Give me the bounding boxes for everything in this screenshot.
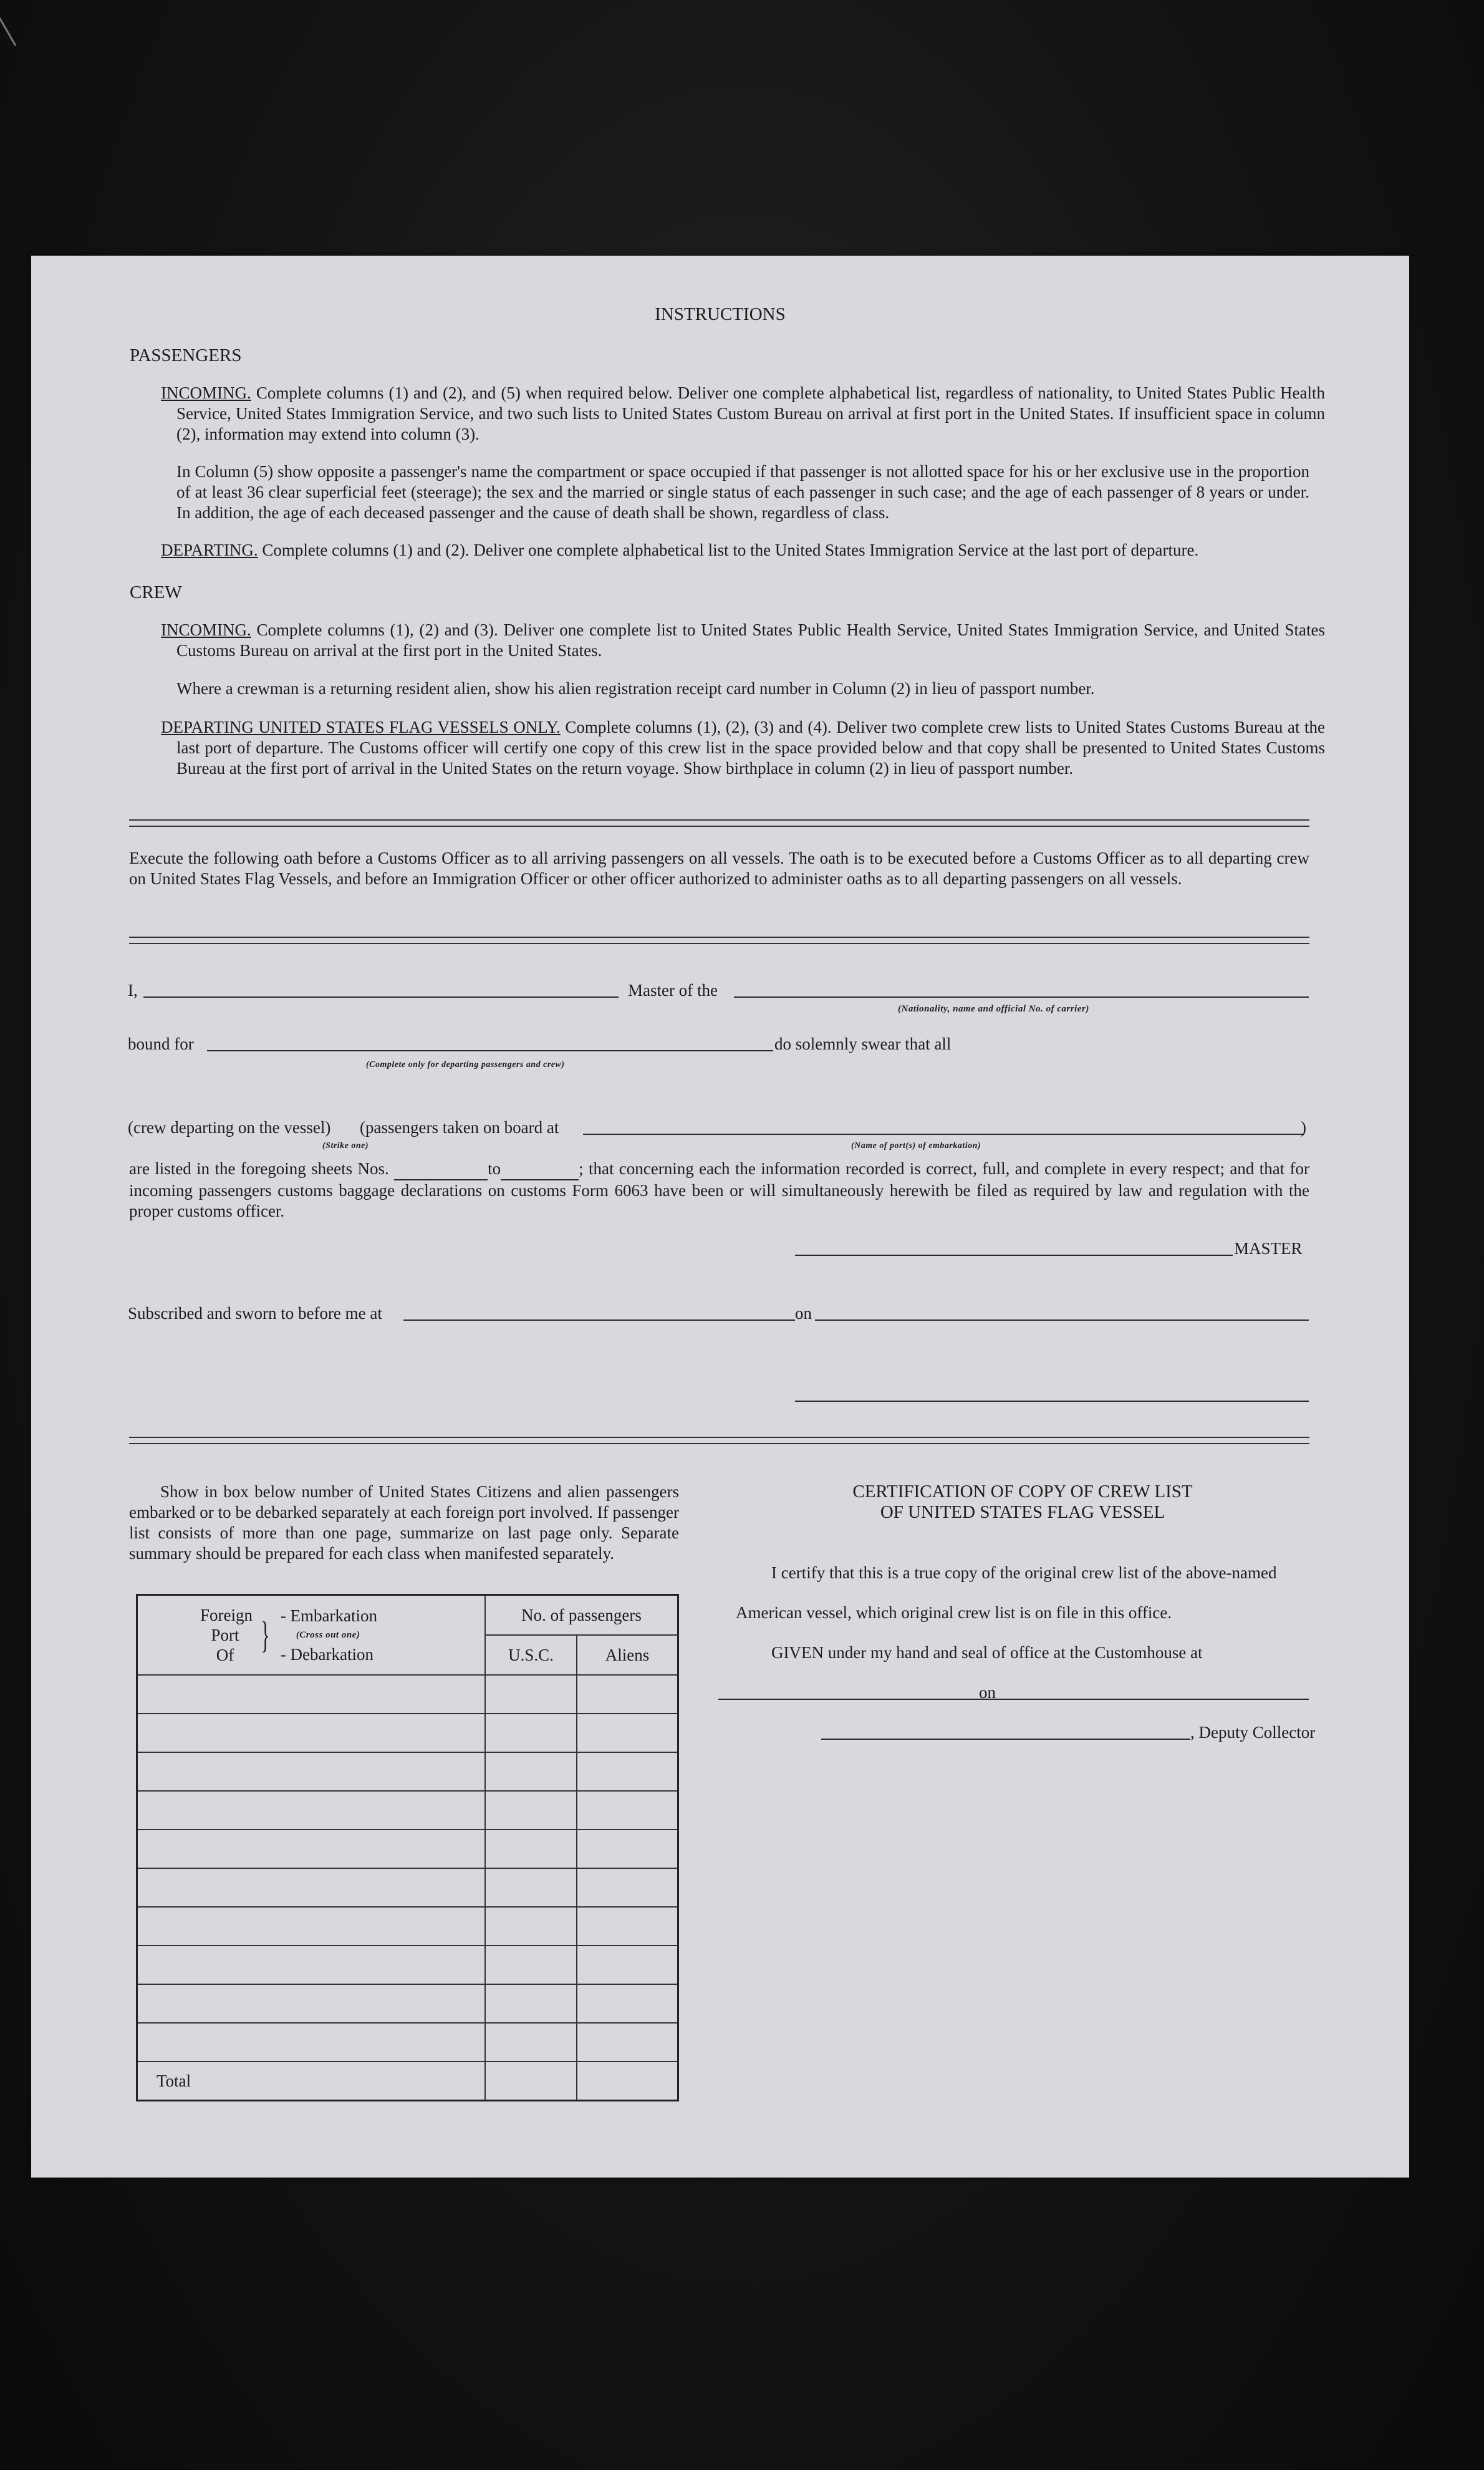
usc-header: U.S.C. xyxy=(485,1635,577,1675)
table-row xyxy=(137,1791,678,1830)
cross-out-caption: (Cross out one) xyxy=(296,1630,360,1640)
nationality-caption: (Nationality, name and official No. of carrier) xyxy=(898,1004,1089,1014)
listed-prefix: are listed in the foregoing sheets Nos. xyxy=(129,1159,389,1178)
total-usc-cell[interactable] xyxy=(485,2062,577,2101)
debarkation-option: - Debarkation xyxy=(280,1645,373,1664)
crew-heading: CREW xyxy=(130,582,182,602)
deputy-collector-label: , Deputy Collector xyxy=(1190,1723,1316,1742)
passengers-incoming-paragraph xyxy=(161,383,1325,445)
usc-cell[interactable] xyxy=(485,1675,577,1714)
to-label: to xyxy=(488,1159,501,1178)
aliens-cell[interactable] xyxy=(577,1946,678,1984)
double-rule xyxy=(129,819,1309,827)
usc-cell[interactable] xyxy=(485,1830,577,1868)
port-cell[interactable] xyxy=(137,1946,486,1984)
i-label: I, xyxy=(128,981,138,1000)
master-name-field[interactable] xyxy=(143,996,619,998)
crew-departing-label: DEPARTING UNITED STATES FLAG VESSELS ONLY. xyxy=(161,718,561,736)
officer-signature-field[interactable] xyxy=(795,1401,1309,1402)
carrier-field[interactable] xyxy=(734,996,1309,998)
certification-title-line1: CERTIFICATION OF COPY OF CREW LIST xyxy=(852,1482,1193,1502)
foreign-port-header xyxy=(137,1595,486,1676)
brace-glyph: } xyxy=(261,1614,270,1656)
table-row xyxy=(137,2023,678,2062)
foreign-label: Foreign xyxy=(200,1606,253,1624)
certification-title-line2: OF UNITED STATES FLAG VESSEL xyxy=(880,1502,1165,1522)
sworn-date-field[interactable] xyxy=(815,1319,1309,1321)
swear-text: do solemnly swear that all xyxy=(774,1035,952,1053)
usc-cell[interactable] xyxy=(485,1946,577,1984)
crew-departing-paragraph xyxy=(161,717,1325,779)
certify-text: I certify that this is a true copy of the original crew list of the above-named xyxy=(771,1563,1277,1582)
crew-incoming-paragraph xyxy=(161,620,1325,661)
cert-date-field[interactable] xyxy=(999,1699,1309,1700)
total-row xyxy=(137,2062,678,2101)
bound-for-label: bound for xyxy=(128,1035,194,1053)
instructions-title: INSTRUCTIONS xyxy=(655,304,786,324)
sheet-from-field[interactable] xyxy=(394,1159,488,1180)
table-row xyxy=(137,1907,678,1946)
aliens-cell[interactable] xyxy=(577,1830,678,1868)
passengers-incoming-label: INCOMING. xyxy=(161,384,251,402)
aliens-cell[interactable] xyxy=(577,1752,678,1791)
passengers-departing-paragraph xyxy=(161,540,1309,561)
ports-caption: (Name of port(s) of embarkation) xyxy=(851,1141,981,1151)
passengers-heading: PASSENGERS xyxy=(130,345,242,365)
aliens-cell[interactable] xyxy=(577,1714,678,1752)
aliens-cell[interactable] xyxy=(577,1984,678,2023)
passengers-departing-text: Complete columns (1) and (2). Deliver one complete alphabetical list to the United States Immigration Service at the last port of departure. xyxy=(262,541,1199,559)
listed-paragraph xyxy=(129,1159,1309,1222)
crew-alien-paragraph: Where a crewman is a returning resident alien, show his alien registration receipt card number in Column (2) in lieu of passport number. xyxy=(176,679,1095,698)
port-cell[interactable] xyxy=(137,1830,486,1868)
passengers-taken-option: (passengers taken on board at xyxy=(360,1118,559,1137)
double-rule xyxy=(129,937,1309,944)
port-cell[interactable] xyxy=(137,1791,486,1830)
table-row xyxy=(137,1984,678,2023)
port-cell[interactable] xyxy=(137,2023,486,2062)
usc-cell[interactable] xyxy=(485,2023,577,2062)
usc-cell[interactable] xyxy=(485,1868,577,1907)
master-label: MASTER xyxy=(1234,1239,1303,1258)
table-row xyxy=(137,1675,678,1714)
aliens-header: Aliens xyxy=(577,1635,678,1675)
total-aliens-cell[interactable] xyxy=(577,2062,678,2101)
column5-paragraph: In Column (5) show opposite a passenger's name the compartment or space occupied if that passenger is not allotted space for his or her exclusive use in the proportion of at least 36 clear superficial feet (steerage); the sex and the married or single status of each passenger in such case; and the age of each passenger of 8 years or under. In addition, the age of each deceased passenger and the cause of death shall be shown, regardless of class. xyxy=(176,462,1309,522)
usc-cell[interactable] xyxy=(485,1907,577,1946)
port-label: Port xyxy=(211,1626,239,1644)
sheet-to-field[interactable] xyxy=(501,1159,579,1180)
total-label: Total xyxy=(137,2062,486,2101)
port-cell[interactable] xyxy=(137,1752,486,1791)
table-row xyxy=(137,1946,678,1984)
embarkation-option: - Embarkation xyxy=(280,1606,378,1625)
cert-on-label: on xyxy=(979,1683,996,1702)
deputy-collector-signature-field[interactable] xyxy=(821,1739,1190,1740)
bound-for-field[interactable] xyxy=(207,1050,773,1051)
crew-incoming-label: INCOMING. xyxy=(161,620,251,639)
crew-incoming-text: Complete columns (1), (2) and (3). Deliver one complete list to United States Public Health Service, United States Immigration Service, and United States Customs Bureau on arrival at the first port in the United States. xyxy=(176,620,1326,660)
aliens-cell[interactable] xyxy=(577,1675,678,1714)
aliens-cell[interactable] xyxy=(577,1868,678,1907)
aliens-cell[interactable] xyxy=(577,2023,678,2062)
port-cell[interactable] xyxy=(137,1868,486,1907)
port-cell[interactable] xyxy=(137,1675,486,1714)
american-vessel-text: American vessel, which original crew list is on file in this office. xyxy=(736,1603,1172,1622)
usc-cell[interactable] xyxy=(485,1791,577,1830)
double-rule xyxy=(129,1437,1309,1444)
customhouse-field[interactable] xyxy=(718,1699,1004,1700)
no-of-passengers-header: No. of passengers xyxy=(485,1595,678,1636)
summary-instructions: Show in box below number of United States Citizens and alien passengers embarked or to be debarked separately at each foreign port involved. If passenger list consists of more than one page, summarize on last page only. Separate summary should be prepared for each class when manifested separately. xyxy=(129,1482,679,1563)
port-cell[interactable] xyxy=(137,1984,486,2023)
oath-instructions: Execute the following oath before a Customs Officer as to all arriving passengers on all vessels. The oath is to be executed before a Customs Officer as to all departing crew on United States Flag Vessels, and before an Immigration Officer or other officer authorized to administer oaths as to all departing passengers on all vessels. xyxy=(129,849,1309,888)
crew-departing-option: (crew departing on the vessel) xyxy=(128,1118,331,1137)
strike-one-caption: (Strike one) xyxy=(322,1141,369,1151)
certification-title xyxy=(736,1482,1309,1523)
close-paren: ) xyxy=(1301,1118,1306,1137)
listed-text: ; that concerning each the information recorded is correct, full, and complete in every respect; and that for incoming passengers customs baggage declarations on customs Form 6063 have been or will simultaneously herewith be filed as required by law and regulation with the proper customs officer. xyxy=(129,1159,1310,1220)
aliens-cell[interactable] xyxy=(577,1907,678,1946)
sworn-place-field[interactable] xyxy=(403,1319,795,1321)
passengers-incoming-text: Complete columns (1) and (2), and (5) when required below. Deliver one complete alphabetical list, regardless of nationality, to United States Public Health Service, United States Immigration Service, and two such lists to United States Custom Bureau on arrival at first port in the United States. If insufficient space in column (2), information may extend into column (3). xyxy=(176,384,1325,443)
table-row xyxy=(137,1752,678,1791)
sworn-on-label: on xyxy=(795,1304,812,1323)
port-cell[interactable] xyxy=(137,1907,486,1946)
aliens-cell[interactable] xyxy=(577,1791,678,1830)
passengers-departing-label: DEPARTING. xyxy=(161,541,258,559)
master-signature-field[interactable] xyxy=(795,1255,1233,1256)
master-of-label: Master of the xyxy=(628,981,718,1000)
port-cell[interactable] xyxy=(137,1714,486,1752)
form-page xyxy=(31,256,1409,2178)
subscribed-label: Subscribed and sworn to before me at xyxy=(128,1304,382,1323)
table-row xyxy=(137,1714,678,1752)
passenger-summary-table xyxy=(136,1594,679,2101)
given-text: GIVEN under my hand and seal of office at the Customhouse at xyxy=(771,1643,1203,1662)
usc-cell[interactable] xyxy=(485,1714,577,1752)
usc-cell[interactable] xyxy=(485,1752,577,1791)
table-row xyxy=(137,1868,678,1907)
table-row xyxy=(137,1830,678,1868)
bound-for-caption: (Complete only for departing passengers and crew) xyxy=(366,1060,565,1069)
embarkation-port-field[interactable] xyxy=(583,1134,1303,1135)
crew-departing-text: Complete columns (1), (2), (3) and (4). Deliver two complete crew lists to United States Customs Bureau at the last port of departure. The Customs officer will certify one copy of this crew list in the space provided below and that copy shall be presented to United States Customs Bureau at the first port of arrival in the United States on the return voyage. Show birthplace in column (2) in lieu of passport number. xyxy=(176,718,1325,778)
of-label: Of xyxy=(216,1646,234,1664)
usc-cell[interactable] xyxy=(485,1984,577,2023)
